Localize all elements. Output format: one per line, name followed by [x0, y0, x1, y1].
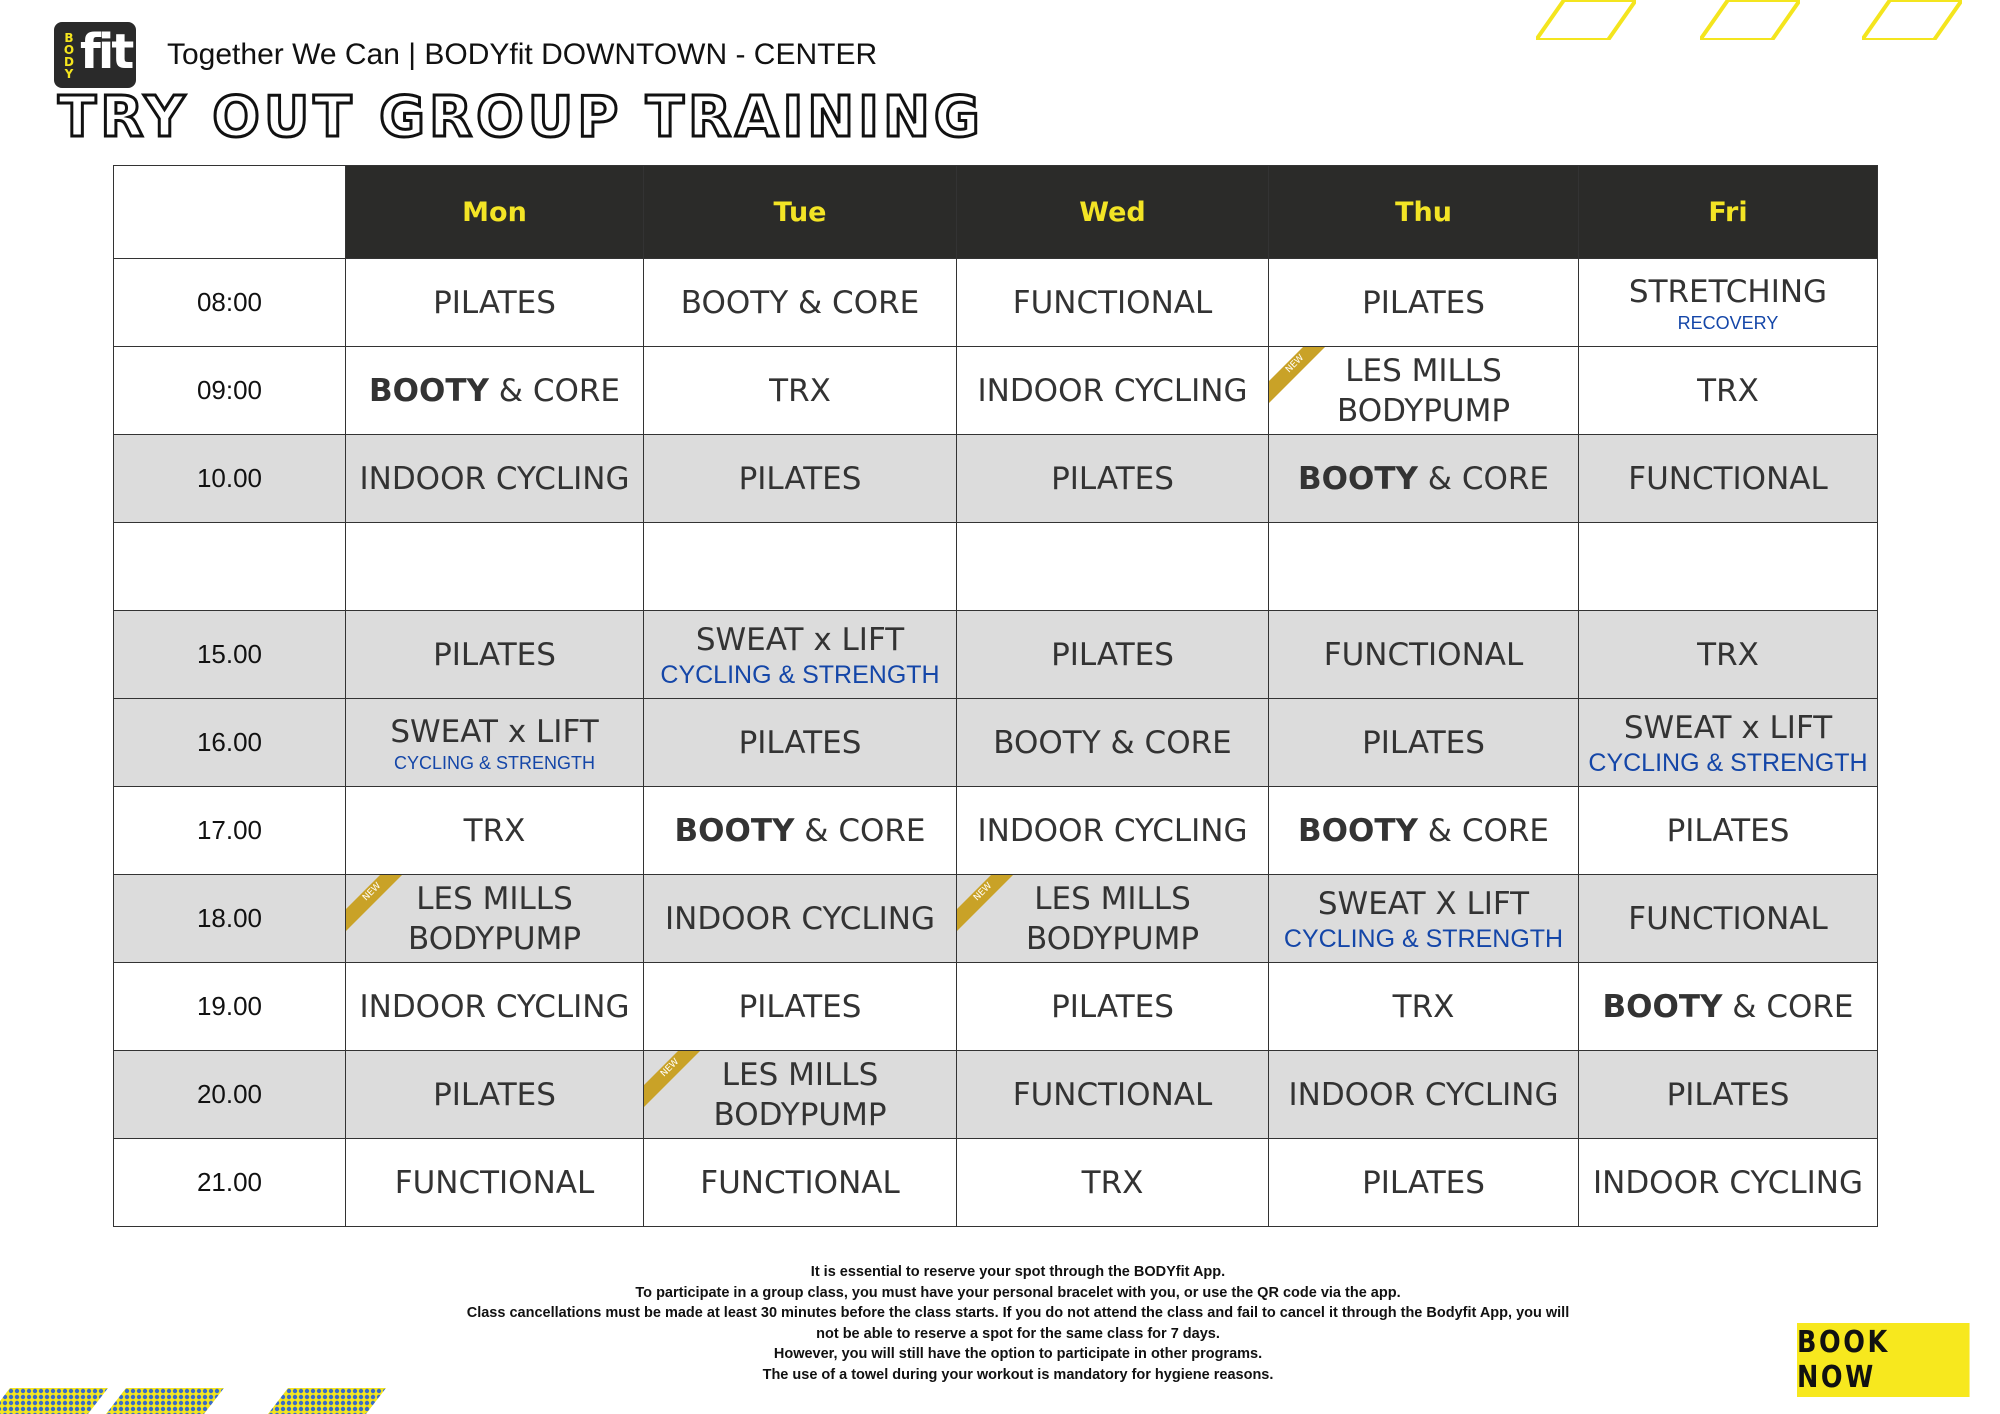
class-name-bold: BOOTY	[674, 812, 795, 849]
class-cell	[1269, 611, 1579, 699]
schedule-row	[114, 787, 1878, 875]
tagline: Together We Can | BODYfit DOWNTOWN - CENTER	[167, 38, 878, 71]
class-subtitle: CYCLING & STRENGTH	[660, 660, 940, 689]
schedule-table	[113, 165, 1878, 1227]
class-cell	[346, 875, 644, 963]
svg-text:NEW: NEW	[972, 880, 995, 904]
class-name: PILATES	[1362, 724, 1485, 761]
class-name: SWEAT x LIFT	[390, 713, 599, 750]
class-cell	[1269, 787, 1579, 875]
svg-text:NEW: NEW	[1284, 352, 1307, 376]
class-name: PILATES	[433, 636, 556, 673]
class-cell	[1579, 347, 1878, 435]
class-name: INDOOR CYCLING	[1592, 1164, 1863, 1201]
schedule-row	[114, 699, 1878, 787]
class-cell	[1269, 875, 1579, 963]
schedule-row	[114, 875, 1878, 963]
time-slot	[114, 523, 346, 611]
class-name: LES MILLS	[1345, 352, 1502, 389]
class-cell	[957, 963, 1269, 1051]
class-name: INDOOR CYCLING	[359, 460, 630, 497]
class-cell	[957, 611, 1269, 699]
class-cell	[346, 1051, 644, 1139]
class-cell	[1579, 787, 1878, 875]
svg-text:NEW: NEW	[361, 880, 384, 904]
class-cell	[644, 435, 957, 523]
class-cell	[346, 963, 644, 1051]
class-cell	[957, 699, 1269, 787]
time-slot: 16.00	[114, 699, 346, 787]
class-cell	[1269, 259, 1579, 347]
class-name: FUNCTIONAL	[1628, 460, 1828, 497]
class-name: FUNCTIONAL	[1012, 1076, 1213, 1113]
class-cell	[1579, 963, 1878, 1051]
class-cell	[957, 1139, 1269, 1227]
class-name: BODYPUMP	[713, 1096, 887, 1133]
class-name: PILATES	[1051, 988, 1174, 1025]
class-name: FUNCTIONAL	[700, 1164, 900, 1201]
time-slot: 19.00	[114, 963, 346, 1051]
time-slot: 08:00	[114, 259, 346, 347]
class-cell	[644, 611, 957, 699]
class-cell	[346, 523, 644, 611]
class-name	[346, 371, 643, 411]
schedule-row	[114, 435, 1878, 523]
decorative-stripe	[1536, 0, 1636, 40]
class-name: SWEAT X LIFT	[1317, 885, 1530, 922]
note-line: However, you will still have the option to participate in other programs.	[773, 1346, 1263, 1362]
schedule-row	[114, 523, 1878, 611]
schedule-row	[114, 1051, 1878, 1139]
day-header-row	[114, 166, 1878, 259]
class-cell	[644, 787, 957, 875]
class-name: INDOOR CYCLING	[977, 812, 1248, 849]
class-name	[1579, 987, 1877, 1027]
class-cell	[346, 1139, 644, 1227]
class-cell	[1579, 1051, 1878, 1139]
class-name: INDOOR CYCLING	[977, 372, 1248, 409]
class-cell	[644, 259, 957, 347]
new-badge-icon	[957, 875, 1013, 931]
class-name: BODYPUMP	[1336, 392, 1511, 429]
class-name: PILATES	[738, 988, 862, 1025]
class-cell	[644, 699, 957, 787]
class-cell	[957, 259, 1269, 347]
class-cell	[644, 1139, 957, 1227]
bodyfit-logo	[54, 22, 136, 88]
time-slot: 09:00	[114, 347, 346, 435]
schedule-body	[114, 259, 1878, 1227]
class-name-rest: & CORE	[488, 372, 620, 409]
reservation-notes	[300, 1262, 1736, 1385]
class-name: PILATES	[1362, 1164, 1485, 1201]
class-name: TRX	[463, 812, 526, 849]
class-cell	[957, 347, 1269, 435]
class-name: LES MILLS	[721, 1056, 879, 1093]
schedule-row	[114, 611, 1878, 699]
day-header: Thu	[1269, 166, 1579, 259]
header-corner	[114, 166, 346, 259]
class-name-bold: BOOTY	[1602, 988, 1723, 1025]
day-header: Tue	[644, 166, 957, 259]
class-name: TRX	[1081, 1164, 1144, 1201]
class-name: PILATES	[738, 724, 862, 761]
class-cell	[957, 523, 1269, 611]
class-name-bold: BOOTY	[1298, 460, 1418, 497]
class-name: PILATES	[1051, 636, 1174, 673]
time-slot: 15.00	[114, 611, 346, 699]
class-cell	[1579, 611, 1878, 699]
new-badge-icon	[346, 875, 402, 931]
class-name: PILATES	[433, 1076, 556, 1113]
class-name: FUNCTIONAL	[394, 1164, 595, 1201]
class-cell	[346, 787, 644, 875]
class-cell	[346, 259, 644, 347]
class-cell	[957, 1051, 1269, 1139]
class-cell	[957, 875, 1269, 963]
class-cell	[644, 1051, 957, 1139]
class-name: PILATES	[1051, 460, 1174, 497]
class-cell	[644, 875, 957, 963]
schedule-row	[114, 259, 1878, 347]
class-cell	[1269, 347, 1579, 435]
schedule-row	[114, 1139, 1878, 1227]
time-slot: 18.00	[114, 875, 346, 963]
class-subtitle: CYCLING & STRENGTH	[1283, 924, 1564, 953]
class-subtitle: RECOVERY	[1677, 312, 1779, 333]
new-badge-icon	[644, 1051, 700, 1107]
decorative-stripe	[1862, 0, 1962, 40]
class-cell	[346, 435, 644, 523]
class-name-rest: & CORE	[1417, 460, 1549, 497]
decorative-pattern	[106, 1388, 224, 1414]
class-name-rest: & CORE	[794, 812, 926, 849]
class-name: STRETCHING	[1628, 273, 1828, 310]
class-name	[1269, 811, 1578, 851]
class-cell	[346, 611, 644, 699]
class-cell	[1579, 523, 1878, 611]
class-cell	[644, 523, 957, 611]
class-name: LES MILLS	[1034, 880, 1191, 917]
class-cell	[1269, 435, 1579, 523]
class-name: PILATES	[433, 284, 556, 321]
class-name-rest: & CORE	[1417, 812, 1549, 849]
class-name: PILATES	[1666, 1076, 1790, 1113]
note-line: not be able to reserve a spot for the same class for 7 days.	[816, 1325, 1220, 1342]
note-line: To participate in a group class, you must have your personal bracelet with you, or use the QR code via the app.	[635, 1284, 1401, 1301]
class-cell	[1269, 699, 1579, 787]
class-cell	[1579, 1139, 1878, 1227]
class-name: FUNCTIONAL	[1012, 284, 1213, 321]
time-slot: 17.00	[114, 787, 346, 875]
class-cell	[1579, 875, 1878, 963]
schedule-row	[114, 347, 1878, 435]
class-name-bold: BOOTY	[1298, 812, 1418, 849]
class-subtitle: CYCLING & STRENGTH	[393, 752, 596, 773]
class-name: INDOOR CYCLING	[664, 900, 935, 937]
class-cell	[644, 963, 957, 1051]
class-name: BODYPUMP	[407, 920, 582, 957]
class-cell	[957, 787, 1269, 875]
class-name: PILATES	[1362, 284, 1485, 321]
day-header: Fri	[1579, 166, 1878, 259]
class-name: LES MILLS	[416, 880, 573, 917]
class-cell	[957, 435, 1269, 523]
class-name: BOOTY & CORE	[993, 724, 1232, 761]
class-name: FUNCTIONAL	[1628, 900, 1828, 937]
class-cell	[1269, 523, 1579, 611]
schedule-row	[114, 963, 1878, 1051]
class-name: PILATES	[738, 460, 862, 497]
note-line: The use of a towel during your workout is mandatory for hygiene reasons.	[762, 1366, 1274, 1383]
page-title: TRY OUT GROUP TRAINING	[58, 85, 984, 150]
note-line: It is essential to reserve your spot through the BODYfit App.	[810, 1264, 1226, 1280]
class-name: SWEAT x LIFT	[695, 621, 905, 658]
class-subtitle: CYCLING & STRENGTH	[1588, 748, 1868, 777]
class-name: SWEAT x LIFT	[1623, 709, 1833, 746]
class-name-rest: & CORE	[1722, 988, 1854, 1025]
class-name: INDOOR CYCLING	[1288, 1076, 1559, 1113]
class-name: PILATES	[1666, 812, 1790, 849]
class-cell	[1579, 259, 1878, 347]
decorative-pattern	[0, 1388, 108, 1414]
class-cell	[1269, 1139, 1579, 1227]
class-name: BOOTY & CORE	[680, 284, 920, 321]
note-line: Class cancellations must be made at least 30 minutes before the class starts. If you do not attend the class and fail to cancel it through the Bodyfit App, you will	[466, 1305, 1570, 1321]
class-cell	[1579, 699, 1878, 787]
class-name: TRX	[1697, 636, 1759, 673]
class-name: INDOOR CYCLING	[359, 988, 630, 1025]
decorative-pattern	[268, 1388, 386, 1414]
svg-text:NEW: NEW	[659, 1056, 682, 1080]
class-name: TRX	[1697, 372, 1759, 409]
logo-body-letters: B O D Y	[63, 31, 75, 81]
class-name: FUNCTIONAL	[1323, 636, 1524, 673]
class-cell	[644, 347, 957, 435]
class-name: BODYPUMP	[1025, 920, 1200, 957]
class-cell	[346, 347, 644, 435]
class-name	[1269, 459, 1578, 499]
class-name	[644, 811, 956, 851]
decorative-stripe	[1700, 0, 1800, 40]
class-cell	[1269, 1051, 1579, 1139]
day-header: Mon	[346, 166, 644, 259]
book-now-button[interactable]: BOOK NOW	[1797, 1323, 1970, 1397]
time-slot: 21.00	[114, 1139, 346, 1227]
class-name: TRX	[1392, 988, 1455, 1025]
class-cell	[1269, 963, 1579, 1051]
day-header: Wed	[957, 166, 1269, 259]
class-cell	[1579, 435, 1878, 523]
new-badge-icon	[1269, 347, 1325, 403]
class-name: TRX	[769, 372, 831, 409]
class-cell	[346, 699, 644, 787]
time-slot: 10.00	[114, 435, 346, 523]
logo-fit-word: fit	[80, 24, 132, 80]
time-slot: 20.00	[114, 1051, 346, 1139]
class-name-bold: BOOTY	[369, 372, 489, 409]
